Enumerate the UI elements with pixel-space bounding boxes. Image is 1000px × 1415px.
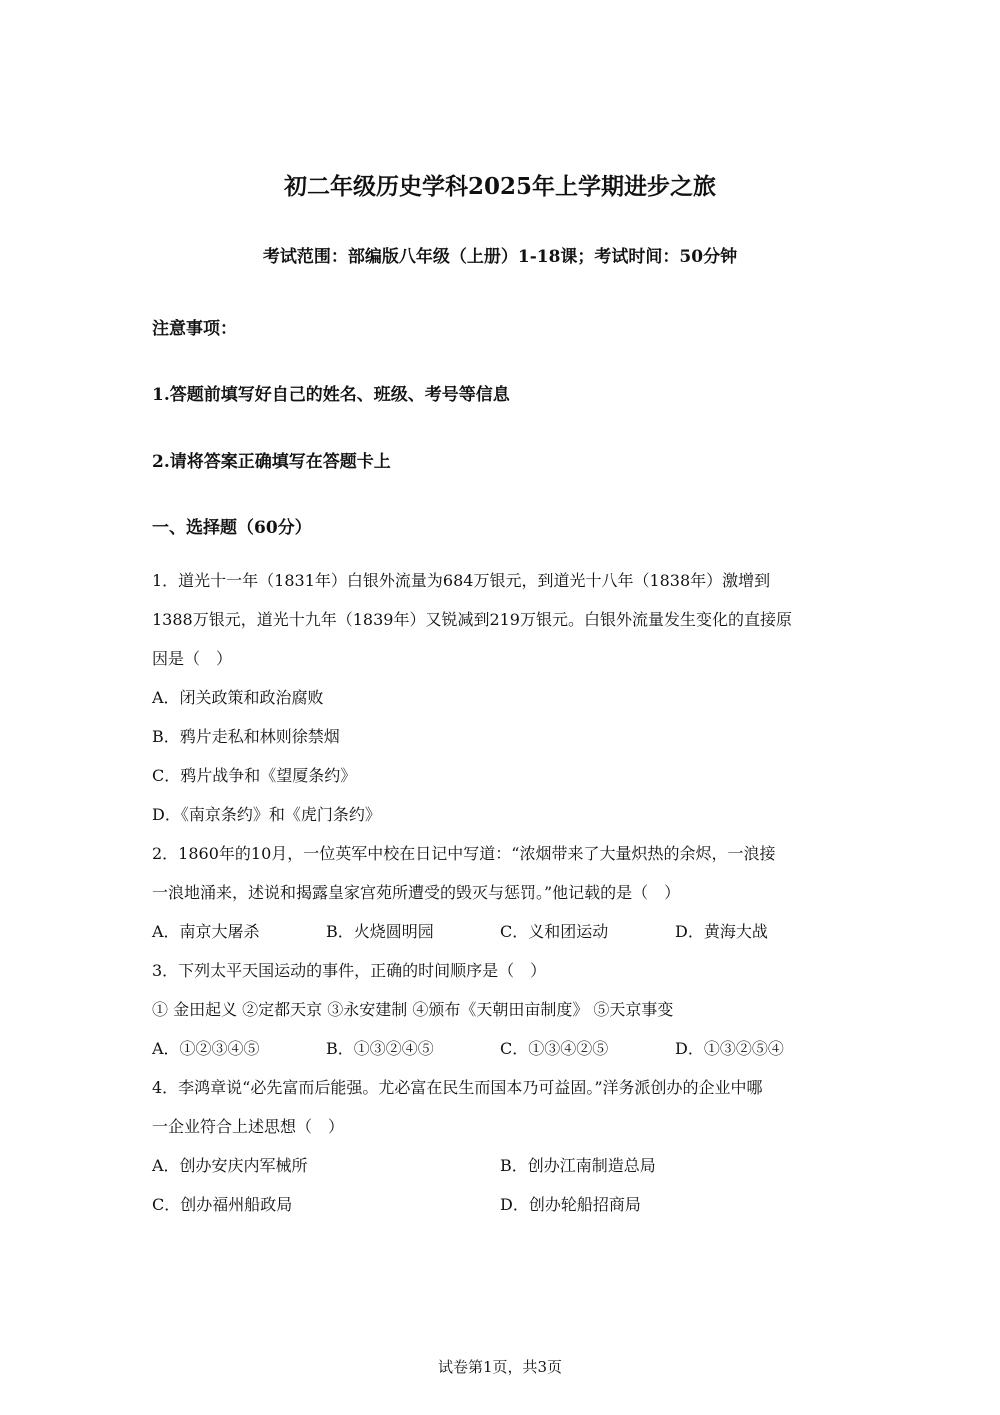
q4-stem-line: 一企业符合上述思想（ ） [152,1117,345,1136]
notice-heading: 注意事项： [152,319,237,339]
q2-stem-line: 一浪地涌来，述说和揭露皇家宫苑所遭受的毁灭与惩罚。”他记载的是（ ） [152,883,681,902]
q4-option-d: D．创办轮船招商局 [500,1195,641,1214]
q2-stem-line: 2．1860年的10月，一位英军中校在日记中写道：“浓烟带来了大量炽热的余烬，一浪接 [152,844,776,863]
exam-subtitle: 考试范围：部编版八年级（上册）1-18课；考试时间：50分钟 [262,247,738,267]
exam-title: 初二年级历史学科2025年上学期进步之旅 [283,173,716,200]
q2-option-c: C．义和团运动 [500,922,609,941]
q1-option-d: D．《南京条约》和《虎门条约》 [152,805,381,824]
q3-option-b: B．①③②④⑤ [326,1039,434,1058]
q2-option-d: D．黄海大战 [675,922,768,941]
q2-option-a: A．南京大屠杀 [152,922,260,941]
q4-option-c: C．创办福州船政局 [152,1195,293,1214]
q1-stem-line: 1．道光十一年（1831年）白银外流量为684万银元，到道光十八年（1838年）激增到 [152,571,771,590]
q4-stem-line: 4．李鸿章说“必先富而后能强。尤必富在民生而国本乃可益固。”洋务派创办的企业中哪 [152,1078,763,1097]
q4-option-a: A．创办安庆内军械所 [152,1156,308,1175]
q3-option-c: C．①③④②⑤ [500,1039,609,1058]
page-footer: 试卷第1页，共3页 [437,1358,563,1376]
q3-option-a: A．①②③④⑤ [152,1039,260,1058]
q1-option-b: B．鸦片走私和林则徐禁烟 [152,727,340,746]
q3-option-d: D．①③②⑤④ [675,1039,784,1058]
notice-item-2: 2.请将答案正确填写在答题卡上 [152,452,391,472]
q2-option-b: B．火烧圆明园 [326,922,434,941]
q1-stem-line: 因是（ ） [152,649,233,668]
section-heading: 一、选择题（60分） [152,518,312,538]
q3-stem-line: ① 金田起义 ②定都天京 ③永安建制 ④颁布《天朝田亩制度》 ⑤天京事变 [152,1000,674,1019]
q4-option-b: B．创办江南制造总局 [500,1156,656,1175]
q1-option-a: A．闭关政策和政治腐败 [152,688,324,707]
notice-item-1: 1.答题前填写好自己的姓名、班级、考号等信息 [152,385,510,405]
q1-option-c: C．鸦片战争和《望厦条约》 [152,766,357,785]
q1-stem-line: 1388万银元，道光十九年（1839年）又锐减到219万银元。白银外流量发生变化的直接原 [152,610,792,629]
q3-stem-line: 3．下列太平天国运动的事件，正确的时间顺序是（ ） [152,961,547,980]
